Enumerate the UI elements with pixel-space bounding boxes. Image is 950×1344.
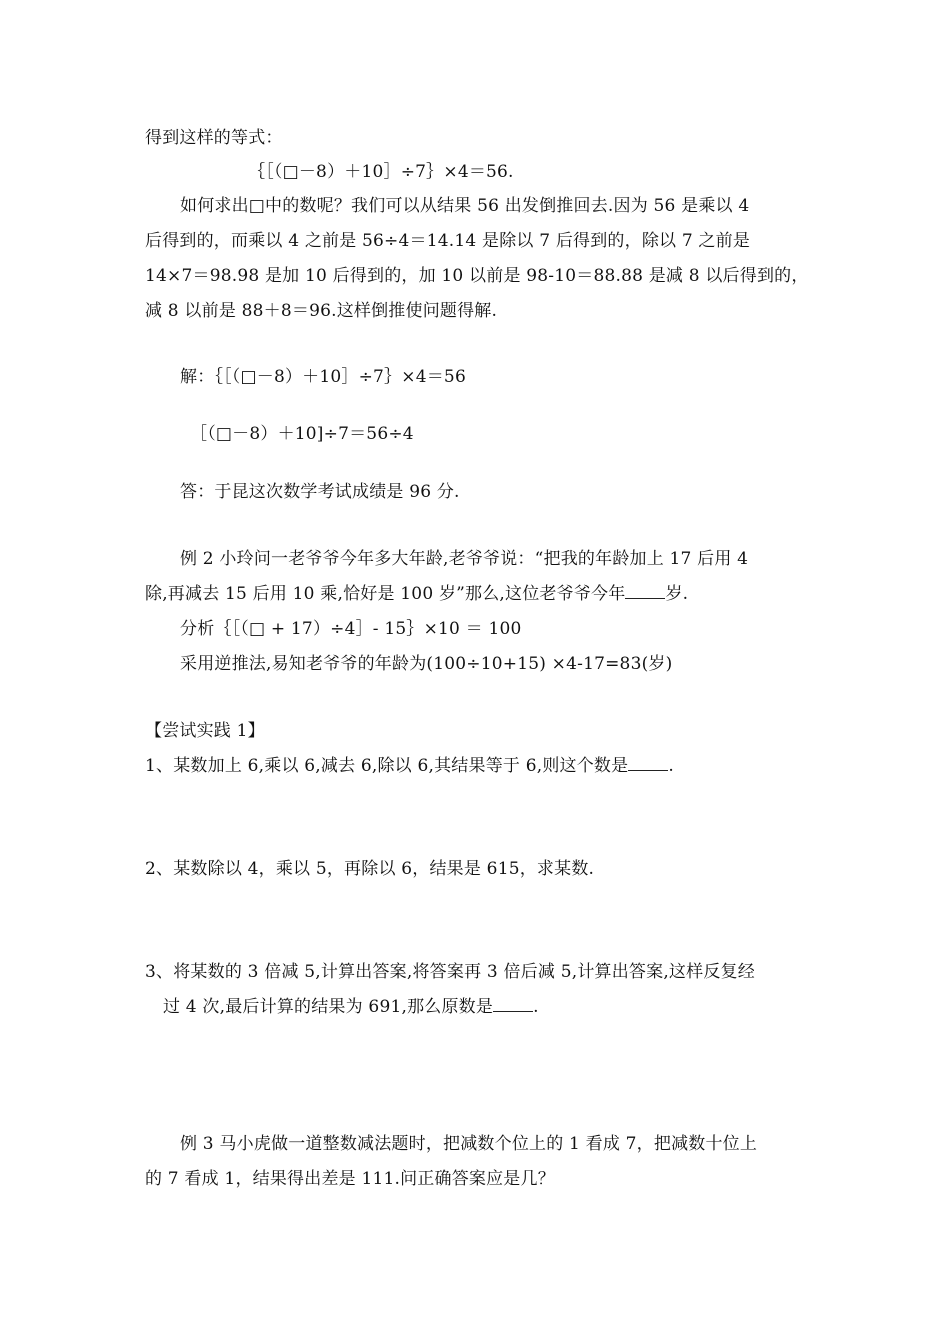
practice-question-1 xyxy=(145,754,674,778)
example-3-line-1: 例 3 马小虎做一道整数减法题时，把减数个位上的 1 看成 7，把减数十位上 xyxy=(180,1134,758,1154)
explanation-line-3: 14×7＝98.98 是加 10 后得到的，加 10 以前是 98-10＝88.88 是减 8 以后得到的， xyxy=(145,266,809,286)
equation-line: ｛［（□－8）＋10］÷7｝×4＝56. xyxy=(248,162,514,182)
practice-question-3-line-1: 3、将某数的 3 倍减 5,计算出答案,将答案再 3 倍后减 5,计算出答案,这样反复经 xyxy=(145,962,755,982)
question-3-end: . xyxy=(533,997,539,1017)
example-2-line-1: 例 2 小玲问一老爷爷今年多大年龄,老爷爷说：“把我的年龄加上 17 后用 4 xyxy=(180,549,749,569)
practice-heading: 【尝试实践 1】 xyxy=(145,721,265,741)
explanation-line-1: 如何求出□中的数呢？我们可以从结果 56 出发倒推回去.因为 56 是乘以 4 xyxy=(180,196,750,216)
solution-line-2: ［（□－8）＋10]÷7＝56÷4 xyxy=(190,424,414,444)
example-2-end: 岁. xyxy=(665,584,689,604)
example-3-line-2: 的 7 看成 1，结果得出差是 111.问正确答案应是几？ xyxy=(145,1169,555,1189)
question-1-end: . xyxy=(668,756,674,776)
answer-line: 答：于昆这次数学考试成绩是 96 分. xyxy=(180,482,460,502)
example-2-method: 采用逆推法,易知老爷爷的年龄为(100÷10+15) ×4-17=83(岁) xyxy=(180,654,673,674)
practice-question-3-line-2 xyxy=(163,995,539,1019)
answer-blank xyxy=(625,582,665,599)
practice-question-2: 2、某数除以 4，乘以 5，再除以 6，结果是 615，求某数. xyxy=(145,859,595,879)
intro-line: 得到这样的等式： xyxy=(145,128,283,148)
answer-blank xyxy=(628,754,668,771)
solution-line-1: 解：｛［（□－8）＋10］÷7｝×4＝56 xyxy=(180,367,466,387)
answer-blank xyxy=(493,995,533,1012)
explanation-line-2: 后得到的，而乘以 4 之前是 56÷4＝14.14 是除以 7 后得到的，除以 7 之前是 xyxy=(145,231,751,251)
question-3-text: 过 4 次,最后计算的结果为 691,那么原数是 xyxy=(163,997,494,1017)
example-2-line-2 xyxy=(145,582,688,606)
example-2-text: 除,再减去 15 后用 10 乘,恰好是 100 岁”那么,这位老爷爷今年 xyxy=(145,584,626,604)
example-2-analysis: 分析｛［（□ + 17）÷4］- 15｝×10 ＝ 100 xyxy=(180,619,522,639)
question-1-text: 1、某数加上 6,乘以 6,减去 6,除以 6,其结果等于 6,则这个数是 xyxy=(145,756,629,776)
explanation-line-4: 减 8 以前是 88＋8＝96.这样倒推使问题得解. xyxy=(145,301,498,321)
